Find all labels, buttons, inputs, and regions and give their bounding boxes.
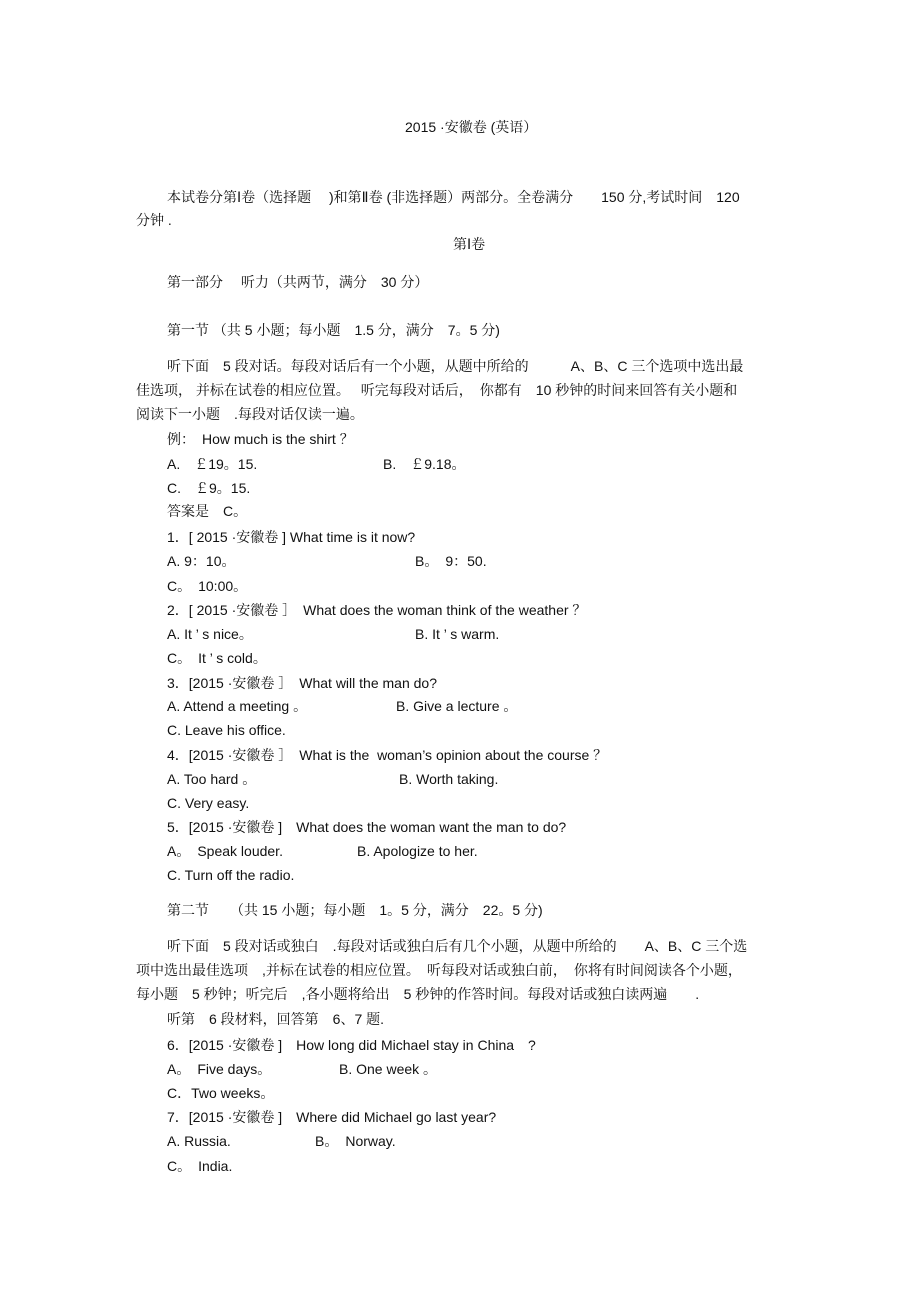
section-2-instruction-line: 听下面 5 段对话或独白 .每段对话或独白后有几个小题，从题中所给的 A、B、C 三个选 xyxy=(167,938,748,954)
option-a: A。 Five days。 xyxy=(167,1061,272,1077)
option-c: C．Two weeks。 xyxy=(167,1085,275,1101)
option-a: A. Attend a meeting 。 xyxy=(167,698,308,714)
example-option-b: B. ￡9.18。 xyxy=(383,456,466,472)
option-b: B. Apologize to her. xyxy=(357,843,478,859)
question-stem: 6．[2015 ·安徽卷 ] How long did Michael stay in China ? xyxy=(167,1037,536,1053)
section-2-instruction-line: 项中选出最佳选项 ,并标在试卷的相应位置。 听每段对话或独白前， 你将有时间阅读各个小题， xyxy=(136,962,742,978)
example-stem: 例： How much is the shirt ？ xyxy=(167,431,354,447)
option-a: A. Too hard 。 xyxy=(167,771,257,787)
option-a: A. 9：10。 xyxy=(167,553,236,569)
option-a: A。 Speak louder. xyxy=(167,843,283,859)
question-stem: 5．[2015 ·安徽卷 ] What does the woman want the man to do? xyxy=(167,819,567,835)
question-stem: 3．[2015 ·安徽卷 ］ What will the man do? xyxy=(167,675,437,691)
section-1-instruction-line: 阅读下一小题 .每段对话仅读一遍。 xyxy=(136,406,364,422)
option-b: B。 9：50. xyxy=(415,553,487,569)
option-c: C. Turn off the radio. xyxy=(167,867,295,883)
example-option-c: C. ￡9。15. xyxy=(167,480,251,496)
question-stem: 2．[ 2015 ·安徽卷 ］ What does the woman think of the weather ？ xyxy=(167,602,587,618)
option-c: C。 India. xyxy=(167,1158,233,1174)
option-c: C. Leave his office. xyxy=(167,722,286,738)
intro-line-2: 分钟 . xyxy=(136,212,172,228)
volume-heading: 第Ⅰ卷 xyxy=(453,236,486,252)
section-2-heading: 第二节 （共 15 小题；每小题 1。5 分，满分 22。5 分) xyxy=(167,902,543,918)
option-c: C。 It ’ s cold。 xyxy=(167,650,267,666)
option-c: C。 10:00。 xyxy=(167,578,248,594)
question-stem: 7．[2015 ·安徽卷 ] Where did Michael go last year? xyxy=(167,1109,497,1125)
option-b: B。 Norway. xyxy=(315,1133,396,1149)
option-a: A. It ’ s nice。 xyxy=(167,626,253,642)
option-b: B. It ’ s warm. xyxy=(415,626,500,642)
option-c: C. Very easy. xyxy=(167,795,250,811)
intro-line-1: 本试卷分第Ⅰ卷（选择题 )和第Ⅱ卷 (非选择题）两部分。全卷满分 150 分,考试时间 120 xyxy=(167,189,740,205)
option-b: B. Worth taking. xyxy=(399,771,499,787)
material-note: 听第 6 段材料，回答第 6、7 题. xyxy=(167,1011,385,1027)
doc-title: 2015 ·安徽卷 (英语） xyxy=(405,119,538,135)
option-a: A. Russia. xyxy=(167,1133,231,1149)
example-option-a: A. ￡19。15. xyxy=(167,456,258,472)
option-b: B. One week 。 xyxy=(339,1061,438,1077)
option-b: B. Give a lecture 。 xyxy=(396,698,518,714)
section-1-instruction-line: 佳选项， 并标在试卷的相应位置。 听完每段对话后， 你都有 10 秒钟的时间来回答有关小题和 xyxy=(136,382,738,398)
section-2-instruction-line: 每小题 5 秒钟；听完后 ,各小题将给出 5 秒钟的作答时间。每段对话或独白读两遍 . xyxy=(136,986,700,1002)
example-answer: 答案是 C。 xyxy=(167,503,248,519)
question-stem: 4．[2015 ·安徽卷 ］ What is the woman’s opinion about the course ？ xyxy=(167,747,608,763)
section-1-instruction-line: 听下面 5 段对话。每段对话后有一个小题，从题中所给的 A、B、C 三个选项中选出最 xyxy=(167,358,744,374)
section-1-heading: 第一节 （共 5 小题；每小题 1.5 分，满分 7。5 分) xyxy=(167,322,500,338)
question-stem: 1．[ 2015 ·安徽卷 ] What time is it now? xyxy=(167,529,416,545)
part-heading: 第一部分 听力（共两节，满分 30 分） xyxy=(167,274,429,290)
